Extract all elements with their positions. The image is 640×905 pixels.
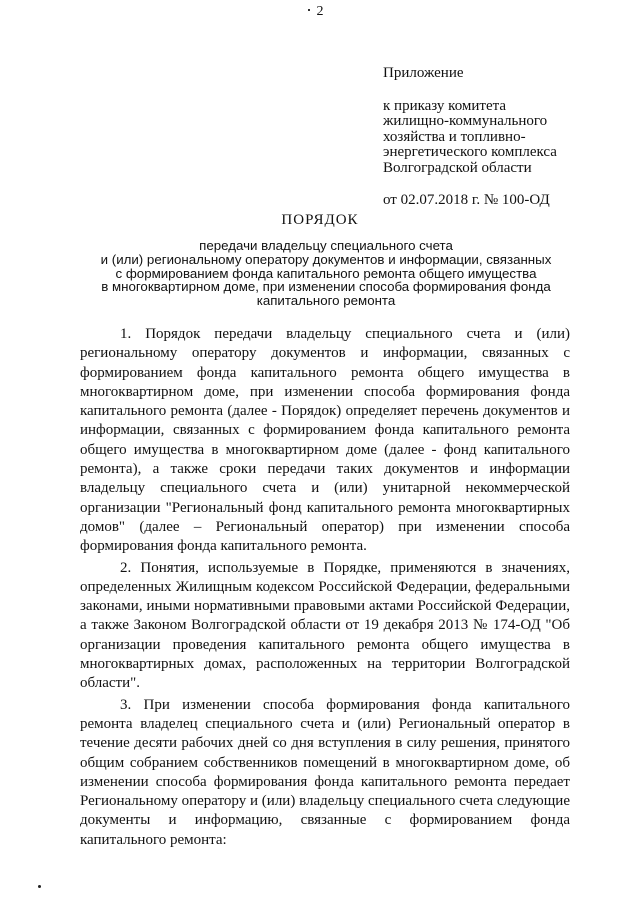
scan-mark [308,9,310,11]
document-subtitle [76,239,576,308]
paragraph-3: 3. При изменении способа формирования фонда капитального ремонта владелец специального счета и (или) Региональный оператор в течение десяти рабочих дней со дня вступления в силу решения, принятого общим собранием собственников помещений в многоквартирном доме, об изменении способа формирования фонда капитального ремонта передает Региональному оператору и (или) владельцу специального счета следующие документы и информацию, связанные с формированием фонда капитального ремонта: [80,696,570,848]
annex-title: Приложение [383,65,464,81]
document-body [80,325,570,852]
annex-line: Волгоградской области [383,159,532,176]
annex-line: жилищно-коммунального [383,113,548,129]
subtitle-line: с формированием фонда капитального ремонта общего имущества [115,265,537,281]
document-title: ПОРЯДОК [281,212,359,228]
scan-speck [38,885,41,888]
paragraph-1: 1. Порядок передачи владельцу специального счета и (или) региональному оператору документов и информации, связанных с формированием фонда капитального ремонта общего имущества в многоквартирном доме, при изменении способа формирования фонда капитального ремонта (далее - Порядок) определяет перечень документов и информации, связанных с формированием фонда капитального ремонта общего имущества в многоквартирном доме (далее - фонд капитального ремонта), а также сроки передачи таких документов и информации владельцу специального счета и (или) унитарной некоммерческой организации "Региональный фонд капитального ремонта многоквартирных домов" (далее – Региональный оператор) при изменении способа формирования фонда капитального ремонта. [80,326,570,555]
annex-block [383,66,557,209]
annex-line: к приказу комитета [383,97,507,114]
subtitle-line: передачи владельцу специального счета [199,238,453,253]
subtitle-line: и (или) региональному оператору документов и информации, связанных [100,251,552,267]
subtitle-line: капитального ремонта [256,293,396,309]
paragraph-2: 2. Понятия, используемые в Порядке, применяются в значениях, определенных Жилищным кодексом Российской Федерации, федеральными законами, иными нормативными правовыми актами Российской Федерации, а также Законом Волгоградской области от 19 декабря 2013 № 174-ОД "Об организации проведения капитального ремонта общего имущества в многоквартирных домах, расположенных на территории Волгоградской области". [80,559,570,692]
annex-line: энергетического комплекса [383,144,557,160]
annex-line: хозяйства и топливно- [383,128,526,145]
annex-date: от 02.07.2018 г. № 100-ОД [383,192,550,208]
page-number: 2 [316,4,324,19]
subtitle-line: в многоквартирном доме, при изменении способа формирования фонда [101,279,551,295]
